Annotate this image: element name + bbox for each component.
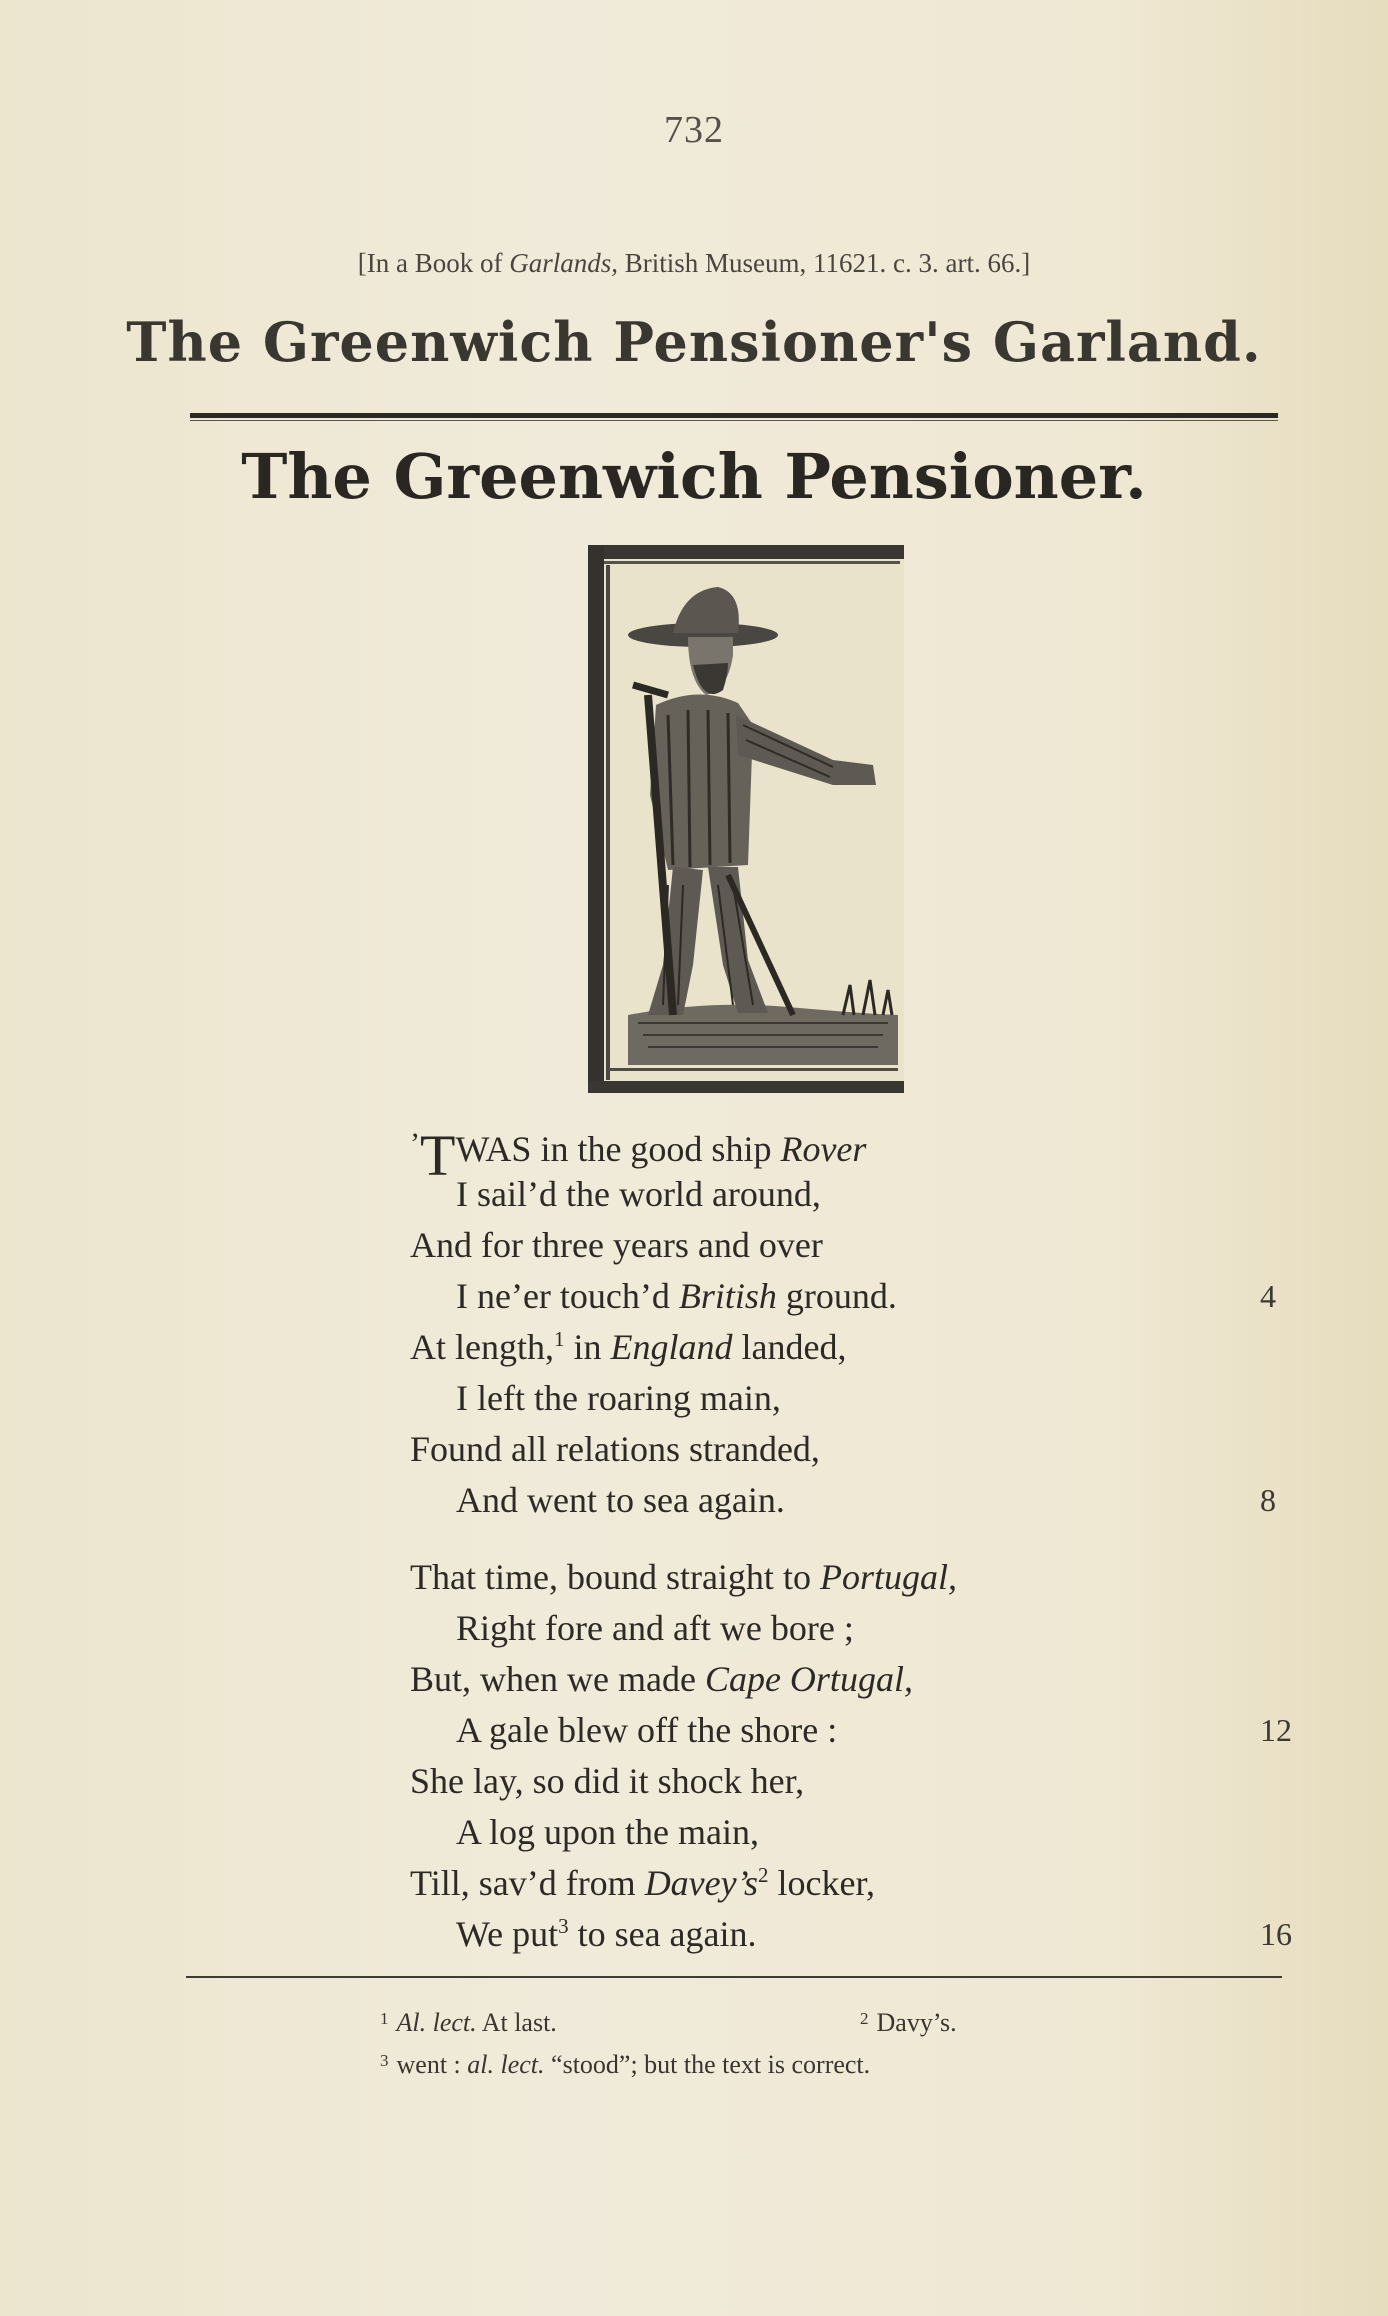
poem-line: At length,$^1$ in England landed, (410, 1327, 847, 1367)
source-note-open: [In a Book of (357, 248, 510, 278)
line-number: 8 (1260, 1482, 1276, 1518)
stanza-break (410, 1526, 1290, 1552)
footnotes (380, 1998, 1220, 2082)
poem-line: A gale blew off the shore : 12 (410, 1705, 1290, 1756)
poem-line: That time, bound straight to Portugal, (410, 1557, 957, 1597)
poem-text (410, 1118, 1290, 1960)
poem-line: Found all relations stranded, (410, 1429, 820, 1469)
source-note-rest: British Museum, 11621. c. 3. art. 66.] (618, 248, 1031, 278)
poem-line: And went to sea again. 8 (410, 1475, 1290, 1526)
footnote-3: $^3$ went : al. lect. “stood”; but the text is correct. (380, 2050, 871, 2079)
source-note-italic: Garlands, (509, 248, 618, 278)
title-rule-thin (190, 420, 1278, 421)
poem-line: A log upon the main, (456, 1812, 759, 1852)
poem-line: We put$^3$ to sea again. 16 (410, 1909, 1290, 1960)
poem-line: And for three years and over (410, 1225, 823, 1265)
poem-line: ’TWAS in the good ship Rover (410, 1123, 867, 1188)
drop-cap: T (420, 1123, 456, 1188)
poem-line: But, when we made Cape Ortugal, (410, 1659, 913, 1699)
garland-title: The Greenwich Pensioner's Garland. (126, 310, 1262, 374)
poem-line: I ne’er touch’d British ground. 4 (410, 1271, 1290, 1322)
line-number: 4 (1260, 1278, 1276, 1314)
poem-line: She lay, so did it shock her, (410, 1761, 805, 1801)
poem-line: I left the roaring main, (456, 1378, 781, 1418)
sailor-woodcut-image (588, 545, 904, 1093)
footnote-ref: 1 (553, 1327, 565, 1351)
footnote-ref: 2 (757, 1863, 769, 1887)
title-rule (190, 413, 1278, 418)
poem-line: Till, sav’d from $Davey’s^2$ locker, (410, 1863, 875, 1903)
poem-line: Right fore and aft we bore ; (456, 1608, 854, 1648)
footnote-row (380, 1998, 1220, 2040)
footnote-1: $^1$ Al. lect. At last. (380, 2008, 557, 2037)
ballad-title: The Greenwich Pensioner. (241, 440, 1147, 513)
source-note (0, 248, 1388, 279)
page-number: 732 (664, 109, 724, 151)
footnote-rule (186, 1976, 1282, 1978)
line-number: 12 (1260, 1712, 1292, 1748)
footnote-ref: 3 (558, 1914, 569, 1938)
poem-line: I sail’d the world around, (456, 1174, 821, 1214)
line-number: 16 (1260, 1916, 1292, 1952)
footnote-2: $^2$ Davy’s. (860, 2008, 957, 2037)
